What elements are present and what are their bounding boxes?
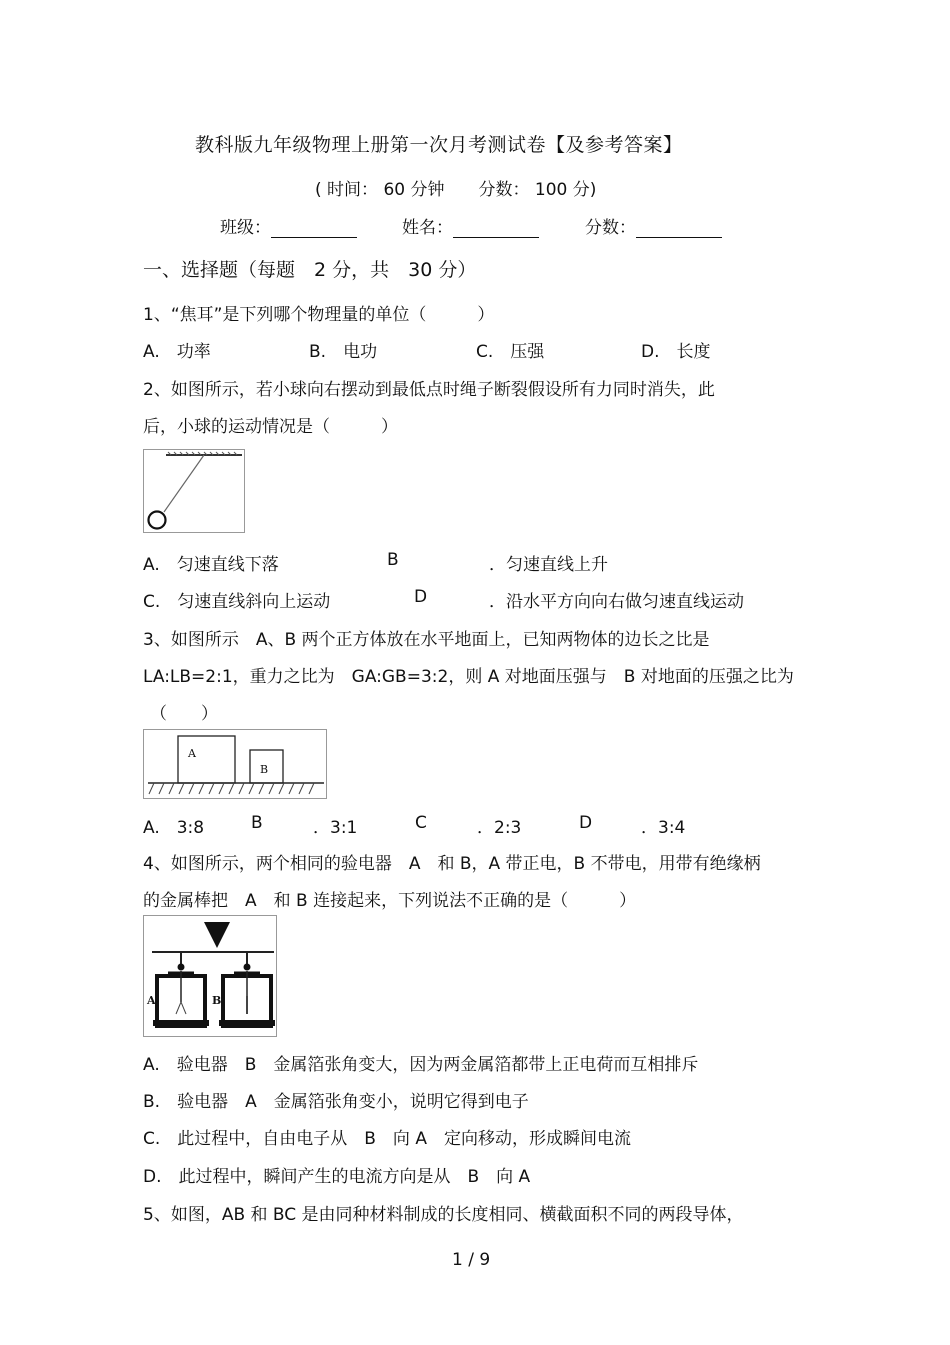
q2-stem-line1: 2、如图所示，若小球向右摆动到最低点时绳子断裂假设所有力同时消失，此 (143, 380, 715, 400)
cubes-figure (143, 729, 327, 799)
electroscope-a-label: A (147, 994, 156, 1007)
q3-option-d-letter[interactable]: D (579, 813, 593, 833)
q3-option-d-text[interactable]: ．3:4 (641, 818, 686, 838)
page-title: 教科版九年级物理上册第一次月考测试卷【及参考答案】 (195, 134, 683, 156)
class-label: 班级： (220, 218, 271, 238)
q4-stem-line1: 4、如图所示，两个相同的验电器 A 和 B，A 带正电，B 不带电，用带有绝缘柄 (143, 854, 761, 874)
q3-stem-line3: （ ） (150, 704, 218, 724)
q3-option-a[interactable]: A. 3:8 (143, 818, 205, 838)
score-field[interactable] (585, 213, 722, 238)
q1-stem: 1、“焦耳”是下列哪个物理量的单位（ ） (143, 305, 495, 325)
q2-stem-line2: 后，小球的运动情况是（ ） (143, 417, 398, 437)
name-blank[interactable] (453, 219, 539, 238)
q4-option-c[interactable]: C. 此过程中，自由电子从 B 向 A 定向移动，形成瞬间电流 (143, 1129, 631, 1149)
class-blank[interactable] (271, 219, 357, 238)
q1-option-d[interactable]: D. 长度 (641, 342, 711, 362)
q1-option-c[interactable]: C. 压强 (476, 342, 545, 362)
q1-option-a[interactable]: A. 功率 (143, 342, 211, 362)
q1-option-b[interactable]: B. 电功 (309, 342, 378, 362)
q2-option-c[interactable]: C. 匀速直线斜向上运动 (143, 592, 331, 612)
cube-a-label: A (188, 747, 196, 760)
q2-option-d-letter[interactable]: D (414, 587, 428, 607)
name-field[interactable] (402, 213, 539, 238)
exam-subtitle: ( 时间： 60 分钟 分数： 100 分) (315, 180, 597, 200)
page-number: 1 / 9 (452, 1250, 491, 1270)
q3-option-c-letter[interactable]: C (415, 813, 427, 833)
q3-option-c-text[interactable]: ．2:3 (477, 818, 522, 838)
q4-stem-line2: 的金属棒把 A 和 B 连接起来，下列说法不正确的是（ ） (143, 891, 637, 911)
q5-stem-line1: 5、如图，AB 和 BC 是由同种材料制成的长度相同、横截面积不同的两段导体， (143, 1205, 744, 1225)
section-heading: 一、选择题（每题 2 分，共 30 分） (143, 259, 477, 281)
q2-option-a[interactable]: A. 匀速直线下落 (143, 555, 279, 575)
q3-option-b-text[interactable]: ．3:1 (313, 818, 358, 838)
q2-option-b-letter[interactable]: B (387, 550, 399, 570)
q3-stem-line2: LA:LB=2:1，重力之比为 GA:GB=3:2，则 A 对地面压强与 B 对地面的压强之比为 (143, 667, 794, 687)
score-blank[interactable] (636, 219, 722, 238)
q4-option-b[interactable]: B. 验电器 A 金属箔张角变小，说明它得到电子 (143, 1092, 529, 1112)
electroscope-figure (143, 915, 277, 1037)
name-label: 姓名： (402, 218, 453, 238)
class-field[interactable] (220, 213, 357, 238)
pendulum-figure (143, 449, 245, 533)
q2-option-b-text[interactable]: ．匀速直线上升 (489, 555, 608, 575)
cube-b-label: B (260, 763, 269, 776)
q2-option-d-text[interactable]: ．沿水平方向向右做匀速直线运动 (489, 592, 744, 612)
q3-option-b-letter[interactable]: B (251, 813, 263, 833)
q4-option-a[interactable]: A. 验电器 B 金属箔张角变大，因为两金属箔都带上正电荷而互相排斥 (143, 1055, 699, 1075)
score-label: 分数： (585, 218, 636, 238)
electroscope-b-label: B (212, 994, 222, 1007)
q3-stem-line1: 3、如图所示 A、B 两个正方体放在水平地面上，已知两物体的边长之比是 (143, 630, 710, 650)
q4-option-d[interactable]: D. 此过程中，瞬间产生的电流方向是从 B 向 A (143, 1167, 531, 1187)
